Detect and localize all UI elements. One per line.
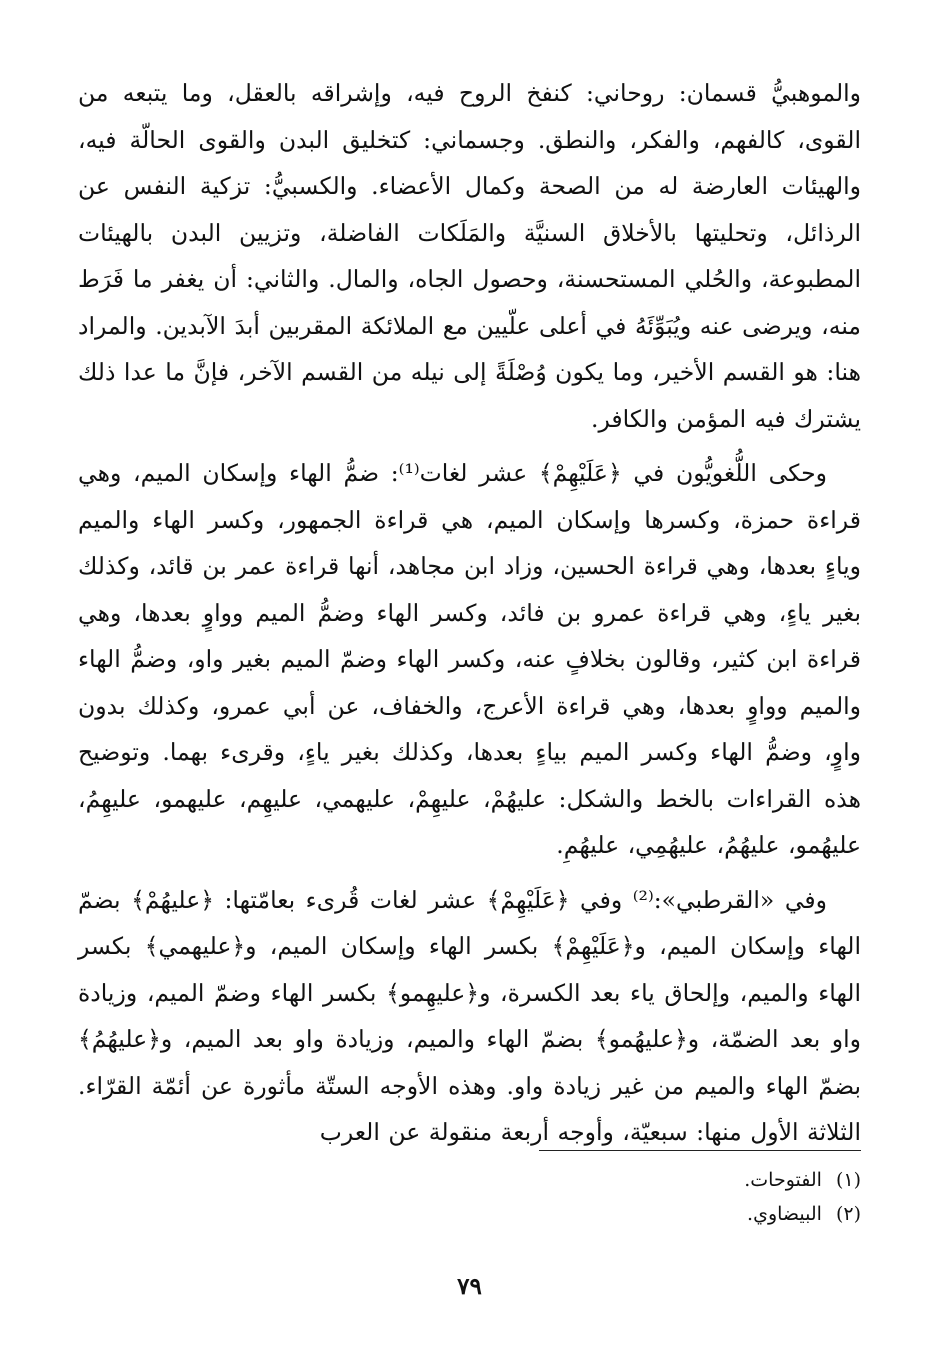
footnote-text: البيضاوي.	[747, 1203, 822, 1225]
footnote-number: (١)	[835, 1169, 861, 1191]
paragraph-2: وحكى اللُّغويُّون في ﴿عَلَيْهِمْ﴾ عشر لغات⁽¹⁾: ضمُّ الهاء وإسكان الميم، وهي قراءة حمزة، وكسرها وإسكان الميم، هي قراءة الجمهور، وكسر الهاء والميم وياءٍ بعدها، وهي قراءة الحسين، وزاد ابن مجاهد، أنها قراءة عمر بن قائد، وكذلك بغير ياءٍ، وهي قراءة عمرو بن فائد، وكسر الهاء وضمُّ الميم وواوٍ بعدها، وهي قراءة ابن كثير، وقالون بخلافٍ عنه، وكسر الهاء وضمّ الميم بغير واو، وضمُّ الهاء والميم وواوٍ بعدها، وهي قراءة الأعرج، والخفاف، عن أبي عمرو، وكذلك بدون واوٍ، وضمُّ الهاء وكسر الميم بياءٍ بعدها، وكذلك بغير ياءٍ، وقرىء بهما. وتوضيح هذه القراءات بالخط والشكل: عليهُمْ، عليهِمْ، عليهمي، عليهِم، عليهمو، عليهِمُ، عليهُمو، عليهُمُ، عليهُمِي، عليهُمِ.	[78, 459, 861, 859]
paragraph-3: وفي «القرطبي»:⁽²⁾ وفي ﴿عَلَيْهِمْ﴾ عشر لغات قُرىء بعامّتها: ﴿عليهُمْ﴾ بضمّ الهاء وإسكان الميم، و﴿عَلَيْهِمْ﴾ بكسر الهاء وإسكان الميم، و﴿عليهمي﴾ بكسر الهاء والميم، وإلحاق ياء بعد الكسرة، و﴿عليهِمو﴾ بكسر الهاء وضمّ الميم، وزيادة واو بعد الضمّة، و﴿عليهُمو﴾ بضمّ الهاء والميم، وزيادة واو بعد الميم، و﴿عليهُمُ﴾ بضمّ الهاء والميم من غير زيادة واو. وهذه الأوجه الستّة مأثورة عن أئمّة القرّاء. الثلاثة الأول منها: سبعيّة، وأوجه أربعة منقولة عن العرب	[78, 885, 861, 1146]
page-body	[78, 70, 861, 1330]
footnote-text: الفتوحات.	[744, 1169, 822, 1191]
footnote-divider	[539, 1150, 861, 1151]
footnotes	[461, 1163, 861, 1231]
footnote-1	[461, 1163, 861, 1197]
footnote-2	[461, 1197, 861, 1231]
page-number: ٧٩	[457, 1273, 482, 1300]
footnote-number: (٢)	[835, 1203, 861, 1225]
paragraph-1: والموهبيُّ قسمان: روحاني: كنفخ الروح فيه، وإشراقه بالعقل، وما يتبعه من القوى، كالفهم، والفكر، والنطق. وجسماني: كتخليق البدن والقوى الحالّة فيه، والهيئات العارضة له من الصحة وكمال الأعضاء. والكسبيُّ: تزكية النفس عن الرذائل، وتحليتها بالأخلاق السنيَّة والمَلَكات الفاضلة، وتزيين البدن بالهيئات المطبوعة، والحُلي المستحسنة، وحصول الجاه، والمال. والثاني: أن يغفر ما فَرَط منه، ويرضى عنه ويُبَوِّئَهُ في أعلى علّيين مع الملائكة المقربين أبدَ الآبدين. والمراد هنا: هو القسم الأخير، وما يكون وُصْلَةً إلى نيله من القسم الآخر، فإنَّ ما عدا ذلك يشترك فيه المؤمن والكافر.	[78, 79, 861, 433]
